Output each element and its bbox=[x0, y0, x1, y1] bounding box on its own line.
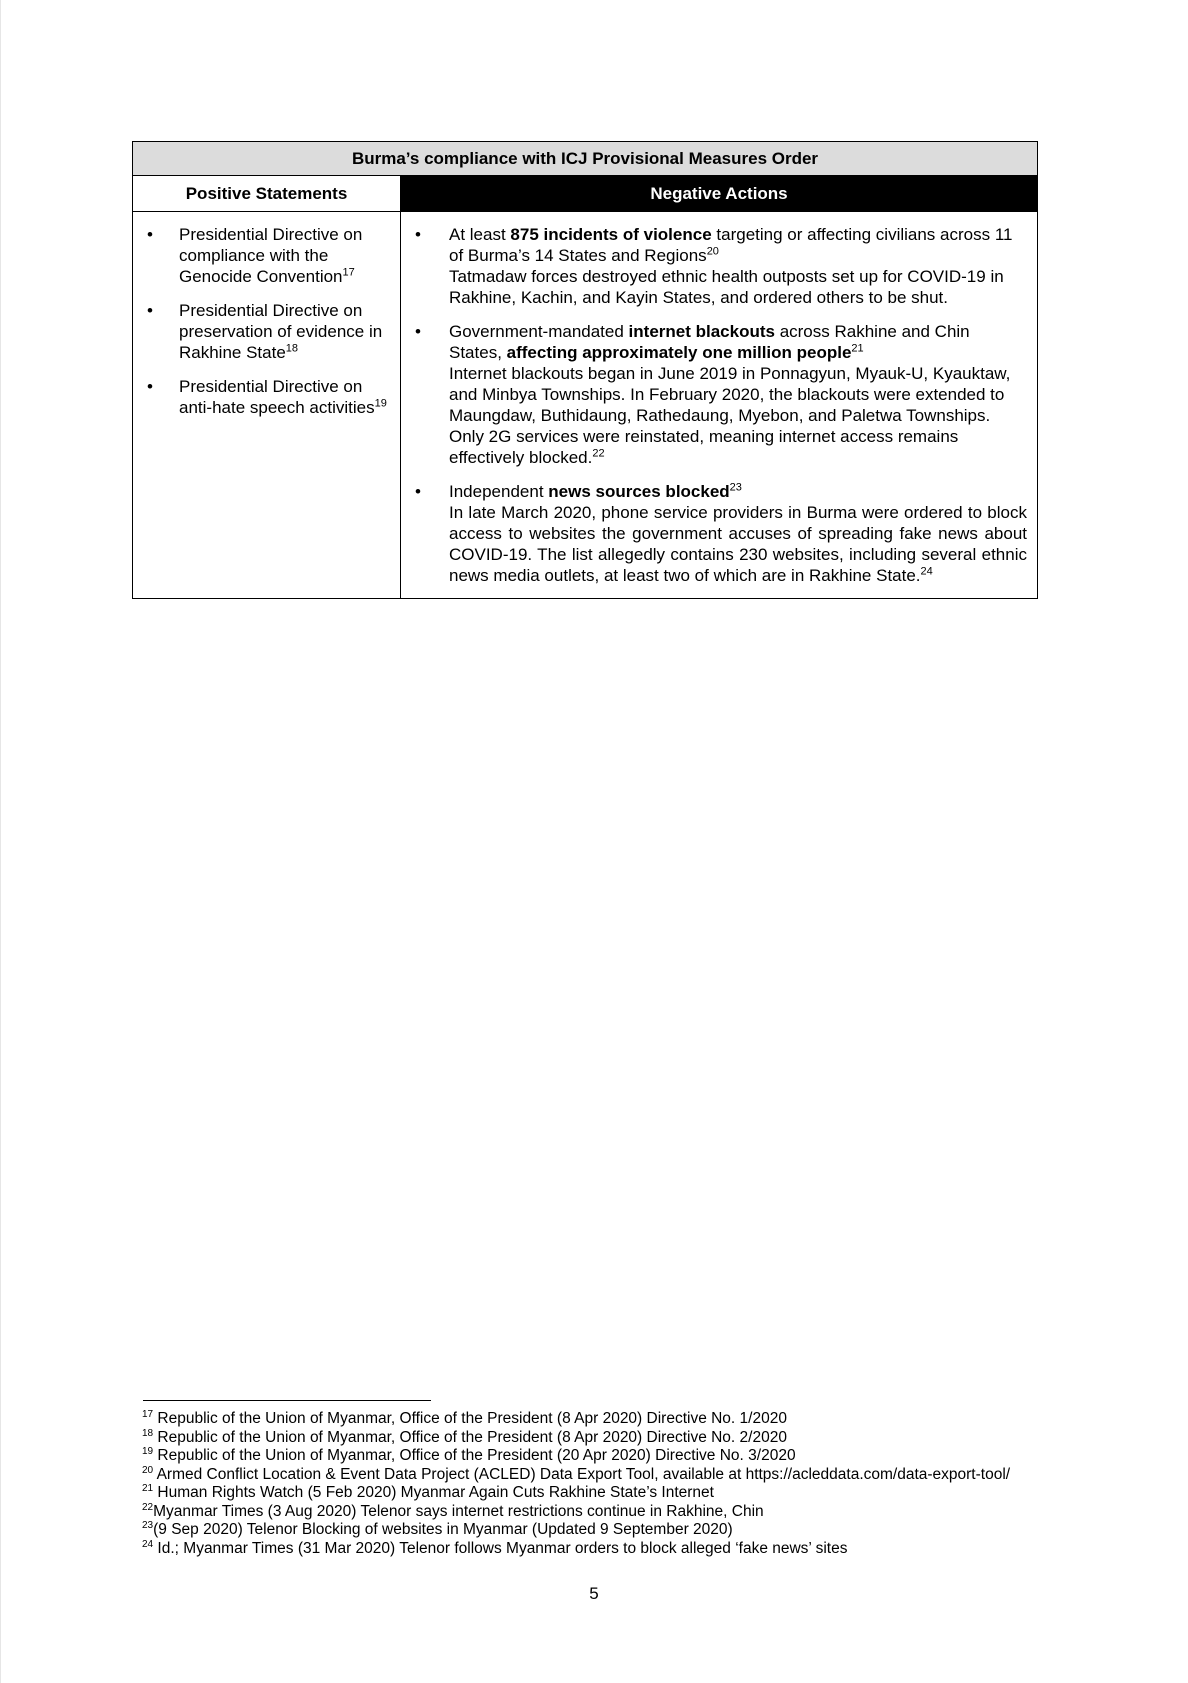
footnote: $^{17}$ Republic of the Union of Myanmar, Office of the President (8 Apr 2020) Directive No. 1/2020 bbox=[142, 1408, 787, 1427]
negative-item: • At least 875 incidents of violence targeting or affecting civilians across 11 of Burma’s 14 States and Regions$^{20}$ bbox=[411, 224, 1027, 266]
bullet-icon: • bbox=[415, 225, 421, 244]
emphasis-text: 875 incidents of violence bbox=[510, 225, 712, 244]
footnote: $^{23}$(9 Sep 2020) Telenor Blocking of websites in Myanmar (Updated 9 September 2020) bbox=[142, 1519, 733, 1538]
positive-item bbox=[143, 224, 390, 287]
footnote: $^{18}$ Republic of the Union of Myanmar, Office of the President (8 Apr 2020) Directive No. 2/2020 bbox=[142, 1427, 787, 1446]
footnote: $^{21}$ Human Rights Watch (5 Feb 2020) Myanmar Again Cuts Rakhine State’s Internet bbox=[142, 1482, 714, 1501]
footnote: $^{24}$ Id.; Myanmar Times (31 Mar 2020) Telenor follows Myanmar orders to block alleged ‘fake news’ sites bbox=[142, 1538, 848, 1557]
table-body-row bbox=[133, 212, 1037, 598]
footnote-ref: 24 bbox=[920, 565, 933, 578]
footnote: $^{22}$Myanmar Times (3 Aug 2020) Telenor says internet restrictions continue in Rakhine, Chin bbox=[142, 1501, 764, 1520]
footnote-separator bbox=[143, 1400, 431, 1401]
footnote-ref: 22 bbox=[592, 447, 605, 460]
table-header-row bbox=[133, 176, 1037, 212]
emphasis-text: affecting approximately one million people bbox=[506, 343, 852, 362]
page-number: 5 bbox=[589, 1584, 599, 1603]
page-edge bbox=[0, 0, 1, 1683]
positive-item-text: Presidential Directive on preservation of evidence in Rakhine State bbox=[179, 301, 383, 362]
bullet-icon: • bbox=[415, 322, 421, 341]
bullet-icon: • bbox=[147, 377, 153, 396]
bullet-icon: • bbox=[415, 482, 421, 501]
footnotes bbox=[142, 1410, 1072, 1558]
negative-actions-column bbox=[401, 212, 1037, 598]
negative-item-detail: In late March 2020, phone service providers in Burma were ordered to block access to websites the government accuses of spreading fake news about COVID-19. The list allegedly contains 230 websites, including several ethnic news media outlets, at least two of which are in Rakhine State.$^{24}$ bbox=[449, 503, 1027, 585]
negative-item-detail: Tatmadaw forces destroyed ethnic health outposts set up for COVID-19 in Rakhine, Kachin, and Kayin States, and ordered others to be shut. bbox=[449, 267, 1004, 307]
positive-statements-column bbox=[133, 212, 401, 598]
table-title: Burma’s compliance with ICJ Provisional Measures Order bbox=[133, 142, 1037, 176]
footnote-ref: 23 bbox=[729, 481, 742, 494]
footnote-ref: 17 bbox=[342, 266, 355, 279]
footnote: $^{20}$ Armed Conflict Location & Event Data Project (ACLED) Data Export Tool, available at https://acleddata.com/data-export-tool/ bbox=[142, 1464, 1011, 1483]
positive-item bbox=[143, 300, 390, 363]
footnote: $^{19}$ Republic of the Union of Myanmar, Office of the President (20 Apr 2020) Directive No. 3/2020 bbox=[142, 1445, 796, 1464]
footnote-ref: 19 bbox=[374, 397, 387, 410]
positive-item bbox=[143, 376, 390, 418]
footnote-ref: 20 bbox=[706, 245, 719, 258]
emphasis-text: internet blackouts bbox=[628, 322, 775, 341]
bullet-icon: • bbox=[147, 301, 153, 320]
footnote-ref: 18 bbox=[285, 342, 299, 355]
negative-item: • Independent news sources blocked$^{23}$ bbox=[411, 481, 1027, 502]
positive-item-text: Presidential Directive on compliance with the Genocide Convention bbox=[179, 225, 363, 286]
emphasis-text: news sources blocked bbox=[548, 482, 730, 501]
bullet-icon: • bbox=[147, 225, 153, 244]
negative-item-detail: Internet blackouts began in June 2019 in Ponnagyun, Myauk-U, Kyauktaw, and Minbya Townships. In February 2020, the blackouts were extended to Maungdaw, Buthidaung, Rathedaung, Myebon, and Paletwa Townships. Only 2G services were reinstated, meaning internet access remains effectively blocked.$^{22}$ bbox=[449, 364, 1011, 467]
compliance-table bbox=[132, 141, 1038, 599]
footnote-ref: 21 bbox=[851, 342, 864, 355]
negative-actions-header: Negative Actions bbox=[401, 176, 1037, 211]
negative-item: • Government-mandated internet blackouts across Rakhine and Chin States, affecting approximately one million people$^{21}$ bbox=[411, 321, 1027, 363]
positive-item-text: Presidential Directive on anti-hate speech activities bbox=[179, 377, 375, 417]
positive-statements-header: Positive Statements bbox=[133, 176, 401, 211]
